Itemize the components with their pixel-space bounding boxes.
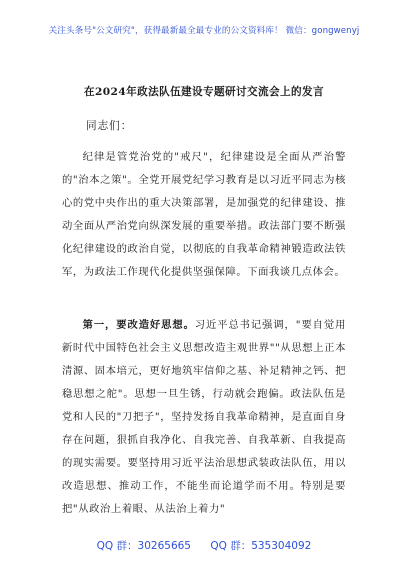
paragraph-intro: 纪律是管党治党的"戒尺"，纪律建设是全面从严治警的"治本之策"。全党开展党纪学习教育是以习近平同志为核心的党中央作出的重大决策部署，是加强党的纪律建设、推动全面从严治党向纵深发展的重要举措。政法部门要不断强化纪律建设的政治自觉，以彻底的自我革命精神锻造政法铁军，为政法工作现代化提供坚强保障。下面我谈几点体会。: [62, 151, 346, 278]
point-one-body: 习近平总书记强调，"要自觉用新时代中国特色社会主义思想改造主观世界""从思想上正本清源、固本培元，更好地筑牢信仰之基、补足精神之钙、把稳思想之舵"。思想一旦生锈，行动就会跑偏。政法队伍是党和人民的"刀把子"，坚持发扬自我革命精神，是直面自身存在问题，狠抓自我净化、自我完善、自我革新、自我提高的现实需要。要坚持用习近平法治思想武装政法队伍，用以改造思想、推动工作，不能坐而论道学而不用。特别是要把"从政治上着眼、从法治上着力": [62, 319, 346, 515]
qq-group-2: QQ 群：535304092: [210, 540, 312, 552]
paragraph-point-one: [62, 314, 346, 521]
qq-group-1: QQ 群：30265665: [96, 540, 191, 552]
point-one-heading: 第一，要改造好思想。: [82, 319, 195, 331]
salutation: 同志们：: [86, 120, 133, 132]
page-title: 在2024年政法队伍建设专题研讨交流会上的发言: [84, 86, 324, 98]
header-banner: 关注头条号"公文研究"，获得最新最全最专业的公文资料库！ 微信：gongwenyj: [48, 26, 360, 36]
footer-contact: [0, 538, 408, 553]
